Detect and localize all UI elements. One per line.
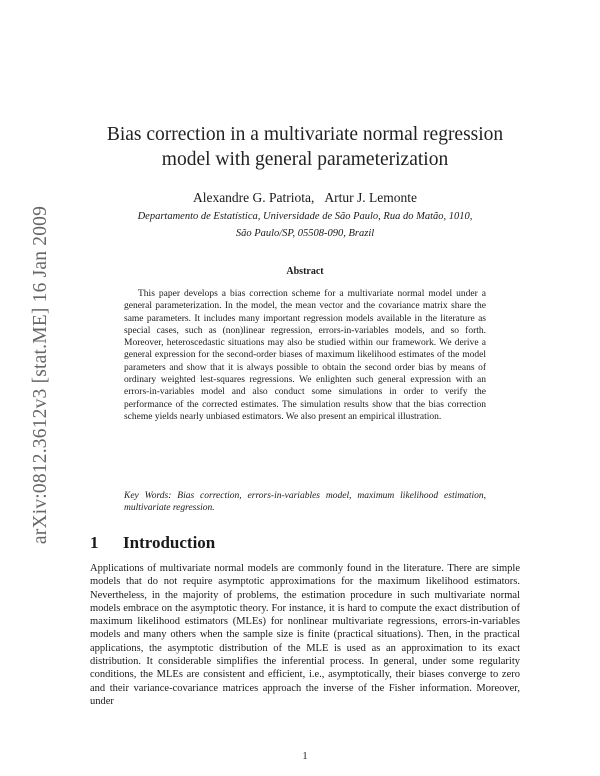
- author-name: Artur J. Lemonte: [324, 190, 418, 205]
- author-name: Alexandre G. Patriota,: [192, 190, 315, 205]
- author-list: [90, 190, 520, 206]
- arxiv-stamp: [31, 190, 51, 560]
- section-heading: [90, 533, 215, 553]
- affiliation-line-2: São Paulo/SP, 05508-090, Brazil: [235, 228, 375, 239]
- page-number: 1: [302, 751, 308, 762]
- affiliation: [90, 208, 520, 242]
- abstract-paragraph: This paper develops a bias correction scheme for a multivariate normal model under a general parameterization. In the model, the mean vector and the covariance matrix share the same parameters. It includes many important regression models available in the literature as special cases, such as (non)linear regression, errors-in-variables models, and so forth. Moreover, heteroscedastic situations may also be studied within our framework. We derive a general expression for the second-order biases of maximum likelihood estimates of the model parameters and show that it is always possible to obtain the second order bias by means of ordinary weighted lest-squares regressions. We enlighten such general expression with an errors-in-variables model and also conduct some simulations in order to verify the performance of the corrected estimates. The simulation results show that the bias correction scheme yields nearly unbiased estimators. We also present an empirical illustration.: [124, 289, 486, 422]
- paper-title: [90, 122, 520, 172]
- keywords: Key Words: Bias correction, errors-in-variables model, maximum likelihood estimation, multivariate regression.: [124, 491, 486, 514]
- title-line-1: Bias correction in a multivariate normal regression: [106, 124, 504, 145]
- affiliation-line-1: Departamento de Estatística, Universidade de São Paulo, Rua do Matão, 1010,: [137, 211, 473, 222]
- abstract-text: [124, 288, 486, 423]
- arxiv-id: arXiv:0812.3612v3 [stat.ME] 16 Jan 2009: [30, 205, 51, 545]
- abstract-heading: Abstract: [286, 266, 324, 277]
- section-title: Introduction: [123, 533, 216, 552]
- section-number: 1: [90, 533, 99, 552]
- title-line-2: model with general parameterization: [161, 149, 449, 170]
- intro-paragraph: Applications of multivariate normal models are commonly found in the literature. There are simple models that do not require asymptotic approximations for the maximum likelihood estimators. Nevertheless, in the majority of problems, the estimation procedure in such multivariate normal models embrace on the asymptotic theory. For instance, it is hard to compute the exact distribution of maximum likelihood estimators (MLEs) for nonlinear multivariate regressions, errors-in-variables models and many others when the sample size is finite (practical situations). Then, in the practical applications, the asymptotic distribution of the MLE is used as an approximation to its exact distribution. It considerable simplifies the inferential process. In general, under some regularity conditions, the MLEs are consistent and efficient, i.e., asymptotically, their biases converge to zero and their variance-covariance matrices approach the inverse of the Fisher information. Moreover, under: [90, 563, 520, 707]
